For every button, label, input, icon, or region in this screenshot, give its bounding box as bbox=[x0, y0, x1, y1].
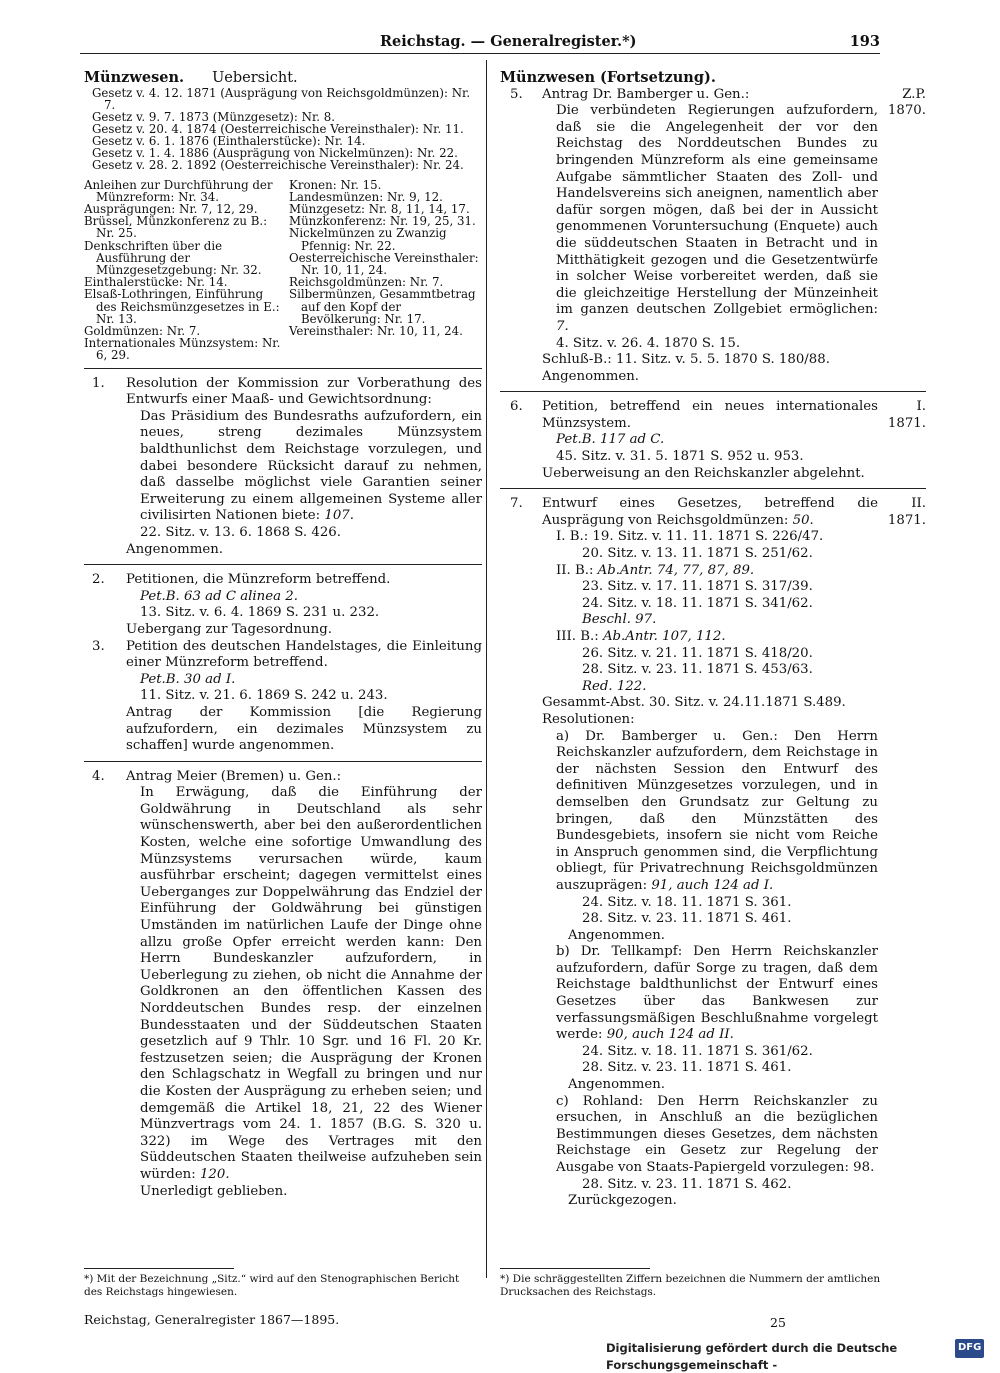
entry-result: Angenommen. bbox=[542, 368, 639, 384]
page-header bbox=[80, 32, 880, 54]
entry-number: 1. bbox=[92, 375, 105, 391]
entry-number: 5. bbox=[510, 86, 523, 102]
index-item: Goldmünzen: Nr. 7. bbox=[84, 324, 201, 339]
section-title: Münzwesen. bbox=[84, 69, 185, 86]
index-item: Münzkonferenz: Nr. 19, 25, 31. bbox=[289, 214, 476, 229]
entry-2 bbox=[84, 572, 482, 638]
sitzung-ref: 45. Sitz. v. 31. 5. 1871 S. 952 u. 953. bbox=[556, 449, 804, 465]
resolution-line: 28. Sitz. v. 23. 11. 1871 S. 461. bbox=[582, 1060, 792, 1076]
index-item: Silbermünzen, Gesammtbetrag auf den Kopf der Bevölkerung: Nr. 17. bbox=[289, 287, 476, 326]
resolution-c: c) Rohland: Den Herrn Reichskanzler zu ersuchen, in Anschluß an die bezüglichen Bestimmungen dieses Gesetzes, dem nächsten Reichstage ein Gesetz zur Regelung der Ausgabe von Staats-Papiergeld vorzulegen: 98. bbox=[556, 1093, 878, 1175]
entry-number: 3. bbox=[92, 638, 105, 654]
entry-5 bbox=[500, 87, 926, 386]
reading-2: II. B.: Ab.Antr. 74, 77, 87, 89. bbox=[556, 562, 755, 578]
index-item: Ausprägungen: Nr. 7, 12, 29. bbox=[84, 202, 258, 216]
drucksache-ref: 7. bbox=[556, 318, 569, 334]
entry-6 bbox=[500, 399, 926, 482]
running-title: Reichstag. — Generalregister.*) bbox=[380, 33, 637, 50]
redaktion-ref: Red. 122. bbox=[582, 678, 647, 694]
entry-result: Antrag der Kommission [die Regierung aufzufordern, ein dezimales Münzsystem zu schaffen] wurde angenommen. bbox=[126, 704, 482, 754]
index-item: Nickelmünzen zu Zwanzig Pfennig: Nr. 22. bbox=[289, 226, 447, 253]
entry-title: Petition des deutschen Handelstages, die Einleitung einer Münzreform betreffend. bbox=[126, 638, 482, 671]
index-item: Oesterreichische Vereinsthaler: Nr. 10, 11, 24. bbox=[289, 250, 479, 278]
overview-list bbox=[84, 87, 482, 171]
overview-item: Gesetz v. 28. 2. 1892 (Oesterreichische Vereinsthaler): Nr. 24. bbox=[92, 157, 464, 172]
resolution-line: 24. Sitz. v. 18. 11. 1871 S. 361/62. bbox=[582, 1043, 813, 1059]
entry-title: Antrag Meier (Bremen) u. Gen.: bbox=[126, 768, 342, 784]
entry-number: 4. bbox=[92, 768, 105, 784]
sitzung-ref: 22. Sitz. v. 13. 6. 1868 S. 426. bbox=[140, 524, 341, 540]
digitization-notice: Digitalisierung gefördert durch die Deutsche Forschungsgemeinschaft - bbox=[606, 1341, 898, 1372]
sitzung-ref: 11. Sitz. v. 21. 6. 1869 S. 242 u. 243. bbox=[140, 688, 388, 704]
entry-title: Petitionen, die Münzreform betreffend. bbox=[126, 572, 391, 588]
entry-body: In Erwägung, daß die Einführung der Goldwährung in Deutschland als sehr wünschenswerth, aber bei den außerordentlichen Kosten, welche eine sofortige Umwandlung des Münzsystems verursachen würde, kaum ausführbar erscheint; dagegen vermittelst eines Ueberganges zur Doppelwährung das Endziel der Einführung der Goldwährung bei günstigen Umständen im natürlichen Laufe der Dinge ohne allzu große Opfer erreicht werden kann: Den Herrn Bundeskanzler aufzufordern, in Ueberlegung zu ziehen, ob nicht die Annahme der Goldkronen an den öffentlichen Kassen des Norddeutschen Bundes resp. der einzelnen Bundesstaaten und der Süddeutschen Staaten gesetzlich auf 9 Thlr. 10 Sgr. und 16 Fl. 20 Kr. festzusetzen seien; die Ausprägung der Kronen den Schlagschatz in Wegfall zu bringen und nur die Kosten der Ausprägung zu erheben seien; und demgemäß die Artikel 18, 21, 22 des Wiener Münzvertrags vom 24. 1. 1857 (B.G. S. 320 u. 322) im Wege des Vertrages mit den Süddeutschen Staaten theilweise aufzuheben sein würden: 120. bbox=[140, 785, 482, 1182]
dfg-logo: DFG bbox=[955, 1339, 984, 1358]
entry-result: Unerledigt geblieben. bbox=[140, 1183, 288, 1199]
resolution-line: 28. Sitz. v. 23. 11. 1871 S. 461. bbox=[582, 911, 792, 927]
right-column bbox=[500, 70, 926, 1210]
resolution-b: b) Dr. Tellkampf: Den Herrn Reichskanzler aufzufordern, dafür Sorge zu tragen, daß dem Reichstage baldthunlichst der Entwurf eines Gesetzes über das Bankwesen zur verfassungsmäßigen Beschlußnahme vorgelegt werde: 90, auch 124 ad II. bbox=[556, 944, 878, 1043]
entry-session-mark: I. 1871. bbox=[887, 399, 926, 431]
overview-item: Gesetz v. 6. 1. 1876 (Einthalerstücke): Nr. 14. bbox=[92, 133, 366, 148]
entry-title: Antrag Dr. Bamberger u. Gen.: bbox=[542, 86, 750, 102]
resolutionen-heading: Resolutionen: bbox=[542, 711, 635, 727]
left-column bbox=[84, 70, 482, 1200]
sitzung-ref: 4. Sitz. v. 26. 4. 1870 S. 15. bbox=[556, 335, 741, 351]
schluss-ref: Schluß-B.: 11. Sitz. v. 5. 5. 1870 S. 180/88. bbox=[542, 352, 830, 368]
column-divider bbox=[486, 60, 487, 1278]
petition-ref: Pet.B. 117 ad C. bbox=[556, 432, 665, 448]
resolution-result: Zurückgezogen. bbox=[568, 1193, 677, 1209]
entry-number: 7. bbox=[510, 496, 523, 512]
overview-item: Gesetz v. 20. 4. 1874 (Oesterreichische Vereinsthaler): Nr. 11. bbox=[92, 121, 464, 136]
footnote-text: *) Die schräggestellten Ziffern bezeichnen die Nummern der amtlichen Drucksachen des Reichstags. bbox=[500, 1273, 881, 1298]
entry-7 bbox=[500, 496, 926, 1210]
footnote-rule bbox=[84, 1268, 234, 1269]
index-item: Vereinsthaler: Nr. 10, 11, 24. bbox=[289, 324, 463, 339]
entry-number: 2. bbox=[92, 572, 105, 588]
entry-year bbox=[0, 376, 39, 393]
entry-session-mark: Z.P. 1870. bbox=[887, 86, 926, 119]
resolution-result: Angenommen. bbox=[568, 1077, 665, 1093]
entry-year bbox=[0, 639, 39, 672]
footnote-left bbox=[84, 1268, 474, 1299]
drucksache-ref: 107. bbox=[324, 508, 354, 524]
separator bbox=[500, 488, 926, 489]
section-heading bbox=[84, 70, 482, 87]
footnote-text: *) Mit der Bezeichnung „Sitz.“ wird auf den Stenographischen Bericht des Reichstags hingewiesen. bbox=[84, 1273, 460, 1298]
gesammt-abstimmung: Gesammt-Abst. 30. Sitz. v. 24.11.1871 S.489. bbox=[542, 695, 846, 711]
reading-line: 23. Sitz. v. 17. 11. 1871 S. 317/39. bbox=[582, 579, 813, 595]
index-item: Anleihen zur Durchführung der Münzreform: Nr. 34. bbox=[84, 177, 273, 204]
index-item: Landesmünzen: Nr. 9, 12. bbox=[289, 189, 443, 204]
entry-body: Das Präsidium des Bundesraths aufzufordern, ein neues, streng dezimales Münzsystem baldthunlichst dem Reichstage vorzulegen, und dabei besondere Rücksicht darauf zu nehmen, daß dasselbe möglichst viele Garantien seiner Erweiterung zu einem allgemeinen Systeme aller civilisirten Nationen biete: 107. bbox=[140, 408, 482, 524]
entry-title: Resolution der Kommission zur Vorberathung des Entwurfs einer Maaß- und Gewichtsordnung: bbox=[126, 375, 482, 408]
entry-4 bbox=[84, 769, 482, 1200]
entry-3 bbox=[84, 639, 482, 755]
separator bbox=[500, 391, 926, 392]
entry-result: Angenommen. bbox=[126, 541, 223, 557]
entry-year bbox=[0, 572, 39, 589]
index-item: Kronen: Nr. 15. bbox=[289, 177, 382, 192]
overview-item: Gesetz v. 4. 12. 1871 (Ausprägung von Reichsgoldmünzen): Nr. 7. bbox=[92, 85, 471, 112]
footer-sheet-number: 25 bbox=[770, 1315, 786, 1330]
beschluss-ref: Beschl. 97. bbox=[582, 612, 657, 628]
reading-1: I. B.: 19. Sitz. v. 11. 11. 1871 S. 226/47. bbox=[556, 529, 824, 545]
index-column-a bbox=[84, 179, 283, 362]
entry-number: 6. bbox=[510, 399, 523, 415]
separator bbox=[84, 761, 482, 762]
reading-3: III. B.: Ab.Antr. 107, 112. bbox=[556, 629, 726, 644]
petition-ref: Pet.B. 63 ad C alinea 2. bbox=[140, 588, 298, 604]
sitzung-ref: 13. Sitz. v. 6. 4. 1869 S. 231 u. 232. bbox=[140, 605, 380, 621]
reading-line: 26. Sitz. v. 21. 11. 1871 S. 418/20. bbox=[582, 645, 813, 661]
resolution-result: Angenommen. bbox=[568, 927, 665, 943]
index-item: Internationales Münzsystem: Nr. 6, 29. bbox=[84, 336, 281, 363]
entry-year bbox=[0, 769, 39, 786]
reading-line: 24. Sitz. v. 18. 11. 1871 S. 341/62. bbox=[582, 595, 813, 611]
resolution-line: 24. Sitz. v. 18. 11. 1871 S. 361. bbox=[582, 894, 792, 910]
index-item: Denkschriften über die Ausführung der Münzgesetzgebung: Nr. 32. bbox=[84, 238, 262, 278]
footer-source: Reichstag, Generalregister 1867—1895. bbox=[84, 1312, 340, 1327]
subject-index bbox=[84, 179, 482, 362]
entry-title: Entwurf eines Gesetzes, betreffend die Ausprägung von Reichsgoldmünzen: 50. bbox=[542, 496, 878, 528]
index-item: Reichsgoldmünzen: Nr. 7. bbox=[289, 275, 444, 290]
drucksache-ref: 50. bbox=[792, 512, 814, 528]
separator bbox=[84, 368, 482, 369]
entry-body: Die verbündeten Regierungen aufzufordern, daß sie die Angelegenheit der vor den Reichstag des Norddeutschen Bundes zu bringenden Münzreform als eine gemeinsame Aufgabe sämmtlicher Staaten des Zoll- und Handelsvereins sich aneignen, namentlich aber dafür sorgen mögen, daß bei der in Aussicht genommenen Voruntersuchung (Enquete) auch die süddeutschen Staaten in Betracht und in Mitthätigkeit gezogen und die Gesetzentwürfe in solcher Weise vorbereitet werden, daß sie die gleichzeitige Herstellung der Münzeinheit im ganzen deutschen Zollgebiet ermöglichen: 7. bbox=[556, 103, 878, 334]
drucksache-ref: 120. bbox=[199, 1166, 230, 1182]
index-item: Elsaß-Lothringen, Einführung des Reichsmünzgesetzes in E.: Nr. 13. bbox=[84, 287, 280, 326]
section-subtitle: Uebersicht. bbox=[212, 70, 298, 86]
overview-item: Gesetz v. 9. 7. 1873 (Münzgesetz): Nr. 8. bbox=[92, 109, 336, 124]
entry-1 bbox=[84, 376, 482, 559]
separator bbox=[84, 564, 482, 565]
resolution-a: a) Dr. Bamberger u. Gen.: Den Herrn Reichskanzler aufzufordern, dem Reichstage in der nächsten Session den Entwurf des definitiven Münzgesetzes vorzulegen, und in demselben den Grundsatz zur Geltung zu bringen, daß den Münzstätten des Bundesgebiets, insofern sie nicht vom Reiche in Anspruch genommen sind, die Verpflichtung obliegt, für Privatrechnung Reichsgoldmünzen auszuprägen: 91, auch 124 ad I. bbox=[556, 728, 878, 893]
footnote-right bbox=[500, 1268, 892, 1299]
resolution-line: 28. Sitz. v. 23. 11. 1871 S. 462. bbox=[582, 1176, 792, 1192]
index-item: Einthalerstücke: Nr. 14. bbox=[84, 275, 228, 290]
entry-result: Uebergang zur Tagesordnung. bbox=[126, 621, 332, 637]
entry-session-mark: II. 1871. bbox=[887, 496, 926, 528]
entry-title: Petition, betreffend ein neues internationales Münzsystem. bbox=[542, 399, 878, 431]
page-number: 193 bbox=[849, 33, 880, 50]
index-item: Münzgesetz: Nr. 8, 11, 14, 17. bbox=[289, 202, 470, 216]
index-column-b bbox=[283, 179, 482, 362]
overview-item: Gesetz v. 1. 4. 1886 (Ausprägung von Nickelmünzen): Nr. 22. bbox=[92, 145, 458, 160]
section-heading-continued: Münzwesen (Fortsetzung). bbox=[500, 69, 716, 86]
index-item: Brüssel, Münzkonferenz zu B.: Nr. 25. bbox=[84, 214, 268, 241]
reading-line: 20. Sitz. v. 13. 11. 1871 S. 251/62. bbox=[582, 546, 813, 562]
reading-line: 28. Sitz. v. 23. 11. 1871 S. 453/63. bbox=[582, 662, 813, 678]
entry-result: Ueberweisung an den Reichskanzler abgelehnt. bbox=[542, 465, 865, 481]
petition-ref: Pet.B. 30 ad I. bbox=[140, 671, 236, 687]
footnote-rule bbox=[500, 1268, 650, 1269]
